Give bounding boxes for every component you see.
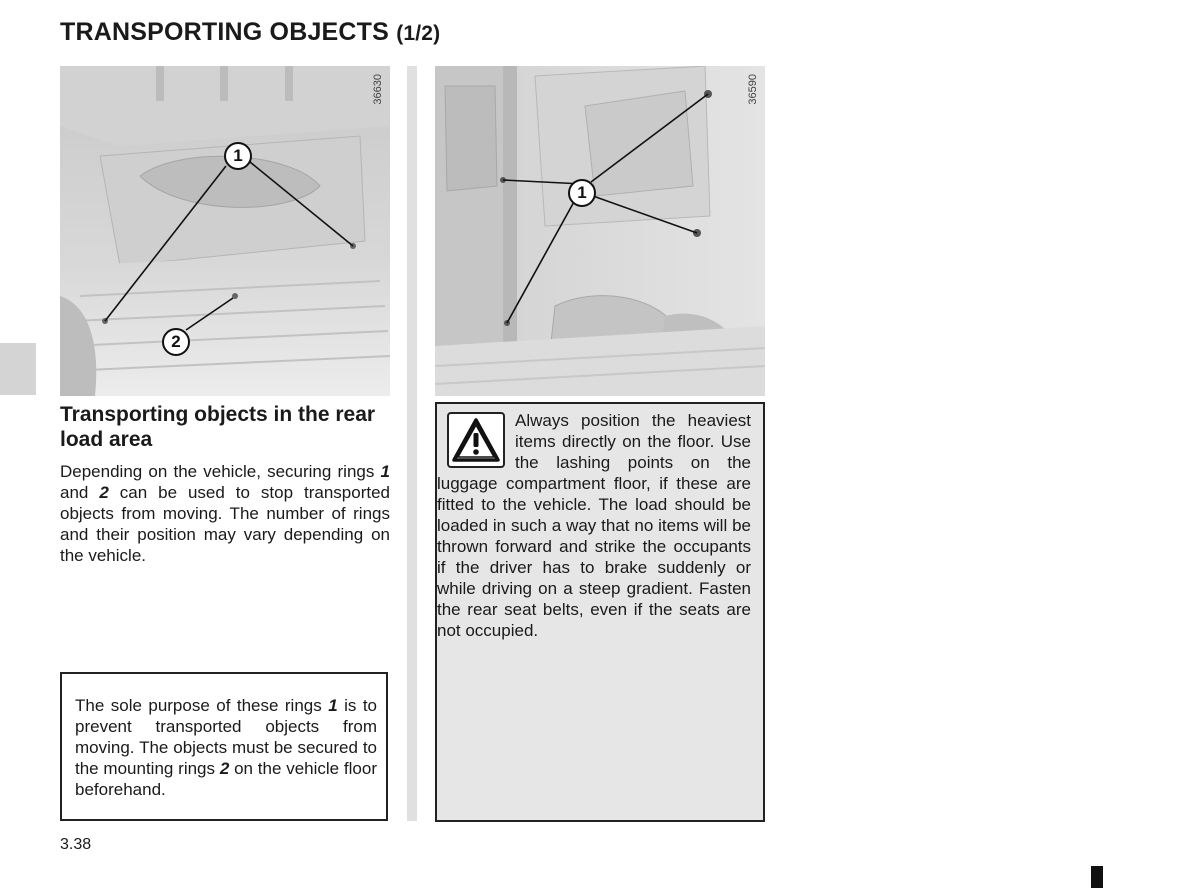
- title-text: TRANSPORTING OBJECTS: [60, 18, 390, 46]
- body-text-1: Depending on the vehicle, securing rings: [60, 462, 381, 481]
- ring-ref-2: 2: [99, 483, 109, 502]
- title-part: (1/2): [396, 22, 441, 45]
- load-area-photo-right: [435, 66, 765, 396]
- body-text-2: and: [60, 483, 100, 502]
- ring-ref-2: 2: [219, 759, 230, 778]
- lashing-points-illustration: [435, 66, 765, 396]
- image-reference: 36590: [747, 74, 759, 105]
- warning-triangle-icon: [447, 412, 505, 468]
- note-text-3: on the vehicle floor beforehand.: [75, 759, 377, 799]
- section-body: [60, 461, 390, 566]
- page-title: [60, 18, 440, 47]
- note-box: [60, 672, 388, 821]
- page-number: 3.38: [60, 836, 92, 853]
- load-area-illustration: [60, 66, 390, 396]
- page-corner-mark: [1091, 866, 1103, 888]
- note-text: [75, 695, 377, 800]
- warning-text: Always position the heaviest items directly on the floor. Use the lashing points on the luggage compartment floor, if these are fitted to the vehicle. The load should be loaded in such a way that no items will be thrown forward and strike the occupants if the driver has to brake suddenly or while driving on a steep gradient. Fasten the rear seat belts, even if the seats are not occupied.: [437, 411, 751, 640]
- note-text-2: is to prevent transported objects from moving. The objects must be secured to the mounting rings: [75, 696, 377, 778]
- warning-box: [435, 402, 765, 822]
- body-text-3: can be used to stop transported objects from moving. The number of rings and their position may vary depending on the vehicle.: [60, 483, 391, 565]
- ring-ref-1: 1: [328, 696, 338, 715]
- callout-1: 1: [224, 142, 252, 170]
- note-text-1: The sole purpose of these rings: [75, 696, 329, 715]
- load-area-photo-left: [60, 66, 390, 396]
- section-heading: Transporting objects in the rear load area: [60, 403, 376, 451]
- section-tab: [0, 343, 36, 395]
- image-reference: 36630: [372, 74, 384, 105]
- callout-2: 2: [162, 328, 190, 356]
- callout-1: 1: [568, 179, 596, 207]
- ring-ref-1: 1: [380, 462, 390, 481]
- column-divider: [407, 66, 417, 821]
